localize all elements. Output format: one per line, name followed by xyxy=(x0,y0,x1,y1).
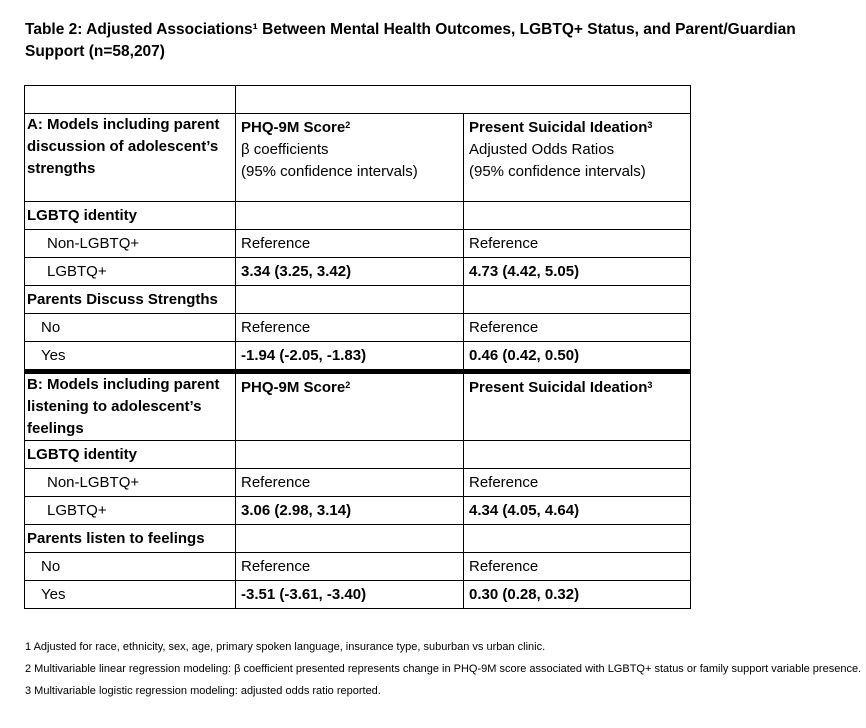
col2-title: PHQ-9M Score xyxy=(241,379,346,396)
col2-sup: 2 xyxy=(345,380,351,390)
row-value: Reference xyxy=(464,553,691,581)
table-cell xyxy=(25,86,236,114)
table-row xyxy=(25,469,691,497)
col3-title: Present Suicidal Ideation xyxy=(469,119,648,136)
row-value: Reference xyxy=(236,314,464,342)
section-b-heading: B: Models including parent listening to adolescent’s feelings xyxy=(25,372,236,441)
table-row xyxy=(25,525,691,553)
row-value: 3.34 (3.25, 3.42) xyxy=(236,258,464,286)
table-cell xyxy=(236,86,691,114)
table-row xyxy=(25,258,691,286)
table-title-line1: Table 2: Adjusted Associations¹ Between Mental Health Outcomes, LGBTQ+ Status, and Parent/Guardian xyxy=(25,21,796,38)
section-a-heading: A: Models including parent discussion of adolescent’s strengths xyxy=(25,114,236,202)
row-label: Parents listen to feelings xyxy=(25,525,236,553)
row-value xyxy=(236,525,464,553)
table-row xyxy=(25,342,691,372)
row-label: No xyxy=(25,314,236,342)
table-row xyxy=(25,286,691,314)
footnote-3: 3 Multivariable logistic regression modeling: adjusted odds ratio reported. xyxy=(25,685,381,697)
row-label: LGBTQ identity xyxy=(25,441,236,469)
section-b-col3-header xyxy=(464,372,691,441)
table-title-line2: Support (n=58,207) xyxy=(25,43,165,60)
col3-title: Present Suicidal Ideation xyxy=(469,379,648,396)
row-value: -3.51 (-3.61, -3.40) xyxy=(236,581,464,609)
table-row xyxy=(25,230,691,258)
row-label: LGBTQ+ xyxy=(25,258,236,286)
row-label: Parents Discuss Strengths xyxy=(25,286,236,314)
col2-sub1: β coefficients xyxy=(241,141,329,158)
row-value: 4.34 (4.05, 4.64) xyxy=(464,497,691,525)
footnote-2: 2 Multivariable linear regression modeling: β coefficient presented represents change in PHQ-9M score associated with LGBTQ+ status or family support variable presence. xyxy=(25,663,862,675)
row-label: Non-LGBTQ+ xyxy=(25,469,236,497)
row-value: Reference xyxy=(236,230,464,258)
row-label: No xyxy=(25,553,236,581)
row-value: 0.46 (0.42, 0.50) xyxy=(464,342,691,372)
row-value xyxy=(464,202,691,230)
row-value: Reference xyxy=(236,553,464,581)
section-b-header-row xyxy=(25,372,691,441)
table-row xyxy=(25,202,691,230)
col2-sub2: (95% confidence intervals) xyxy=(241,163,418,180)
col2-title: PHQ-9M Score xyxy=(241,119,346,136)
row-value: Reference xyxy=(464,469,691,497)
row-value: -1.94 (-2.05, -1.83) xyxy=(236,342,464,372)
table-row xyxy=(25,314,691,342)
row-value xyxy=(464,441,691,469)
table-row xyxy=(25,581,691,609)
row-value: Reference xyxy=(236,469,464,497)
table-row-blank xyxy=(25,86,691,114)
row-label: Yes xyxy=(25,581,236,609)
row-value: 4.73 (4.42, 5.05) xyxy=(464,258,691,286)
row-label: LGBTQ identity xyxy=(25,202,236,230)
table-title xyxy=(25,19,845,63)
col2-sup: 2 xyxy=(345,120,351,130)
col3-sup: 3 xyxy=(647,380,653,390)
col3-sup: 3 xyxy=(647,120,653,130)
table-row xyxy=(25,553,691,581)
section-a-header-row xyxy=(25,114,691,202)
row-value xyxy=(236,286,464,314)
row-value: Reference xyxy=(464,230,691,258)
row-value: Reference xyxy=(464,314,691,342)
section-b-col2-header xyxy=(236,372,464,441)
col3-sub1: Adjusted Odds Ratios xyxy=(469,141,615,158)
table-row xyxy=(25,441,691,469)
row-value xyxy=(464,286,691,314)
row-value xyxy=(236,202,464,230)
row-value xyxy=(236,441,464,469)
section-a-col2-header xyxy=(236,114,464,202)
row-label: LGBTQ+ xyxy=(25,497,236,525)
section-a-col3-header xyxy=(464,114,691,202)
footnote-1: 1 Adjusted for race, ethnicity, sex, age, primary spoken language, insurance type, suburban vs urban clinic. xyxy=(25,641,546,653)
row-label: Non-LGBTQ+ xyxy=(25,230,236,258)
col3-sub2: (95% confidence intervals) xyxy=(469,163,646,180)
table-row xyxy=(25,497,691,525)
results-table xyxy=(24,85,691,609)
row-value: 0.30 (0.28, 0.32) xyxy=(464,581,691,609)
row-label: Yes xyxy=(25,342,236,372)
row-value: 3.06 (2.98, 3.14) xyxy=(236,497,464,525)
row-value xyxy=(464,525,691,553)
